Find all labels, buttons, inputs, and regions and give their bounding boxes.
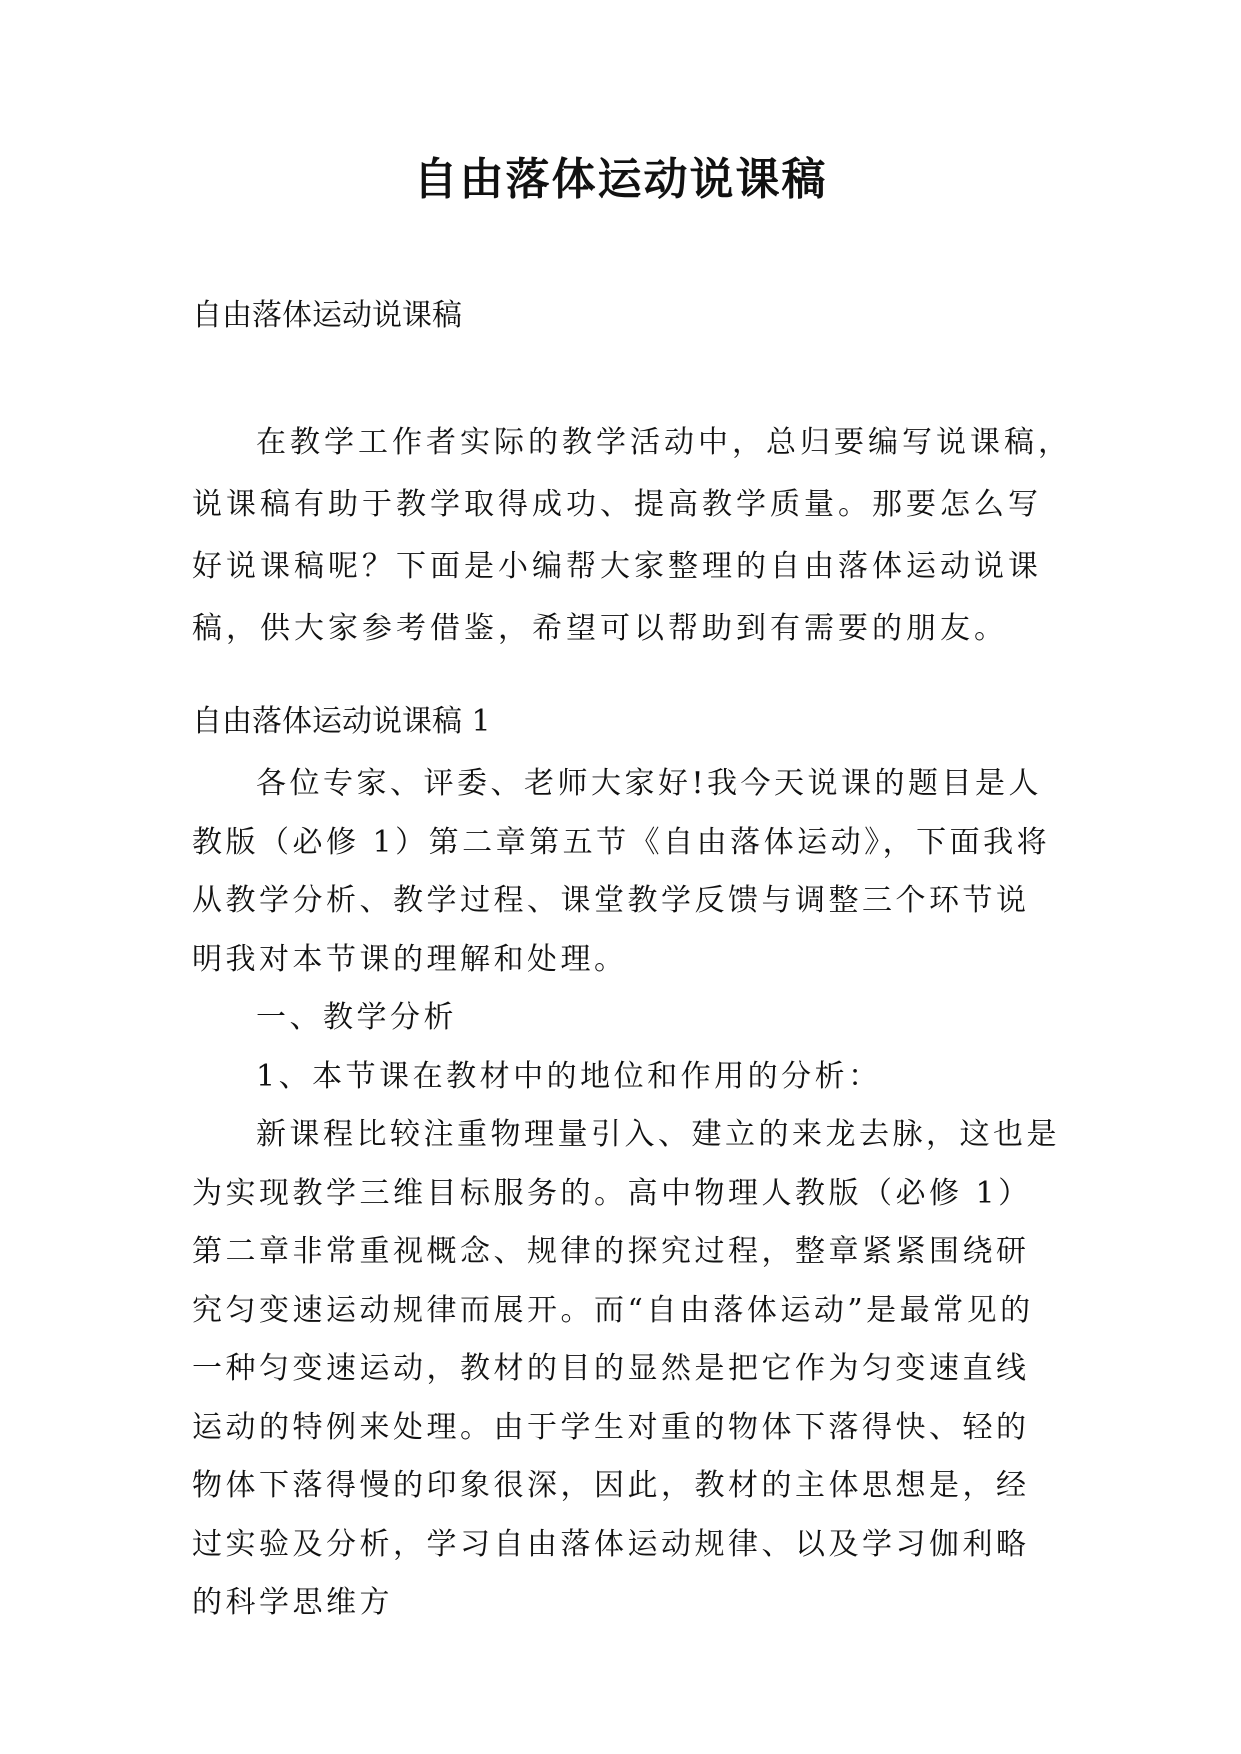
body-text bbox=[192, 755, 1060, 1633]
section-title: 自由落体运动说课稿 1 bbox=[192, 704, 491, 739]
document-subtitle: 自由落体运动说课稿 bbox=[192, 298, 462, 333]
heading-textbook-position: 1、本节课在教材中的地位和作用的分析： bbox=[256, 1058, 882, 1094]
paragraph-analysis: 新课程比较注重物理量引入、建立的来龙去脉，这也是为实现教学三维目标服务的。高中物理人教版（必修 1）第二章非常重视概念、规律的探究过程，整章紧紧围绕研究匀变速运动规律而展开。而“自由落体运动”是最常见的一种匀变速运动，教材的目的显然是把它作为匀变速直线运动的特例来处理。由于学生对重的物体下落得快、轻的物体下落得慢的印象很深，因此，教材的主体思想是，经过实验及分析，学习自由落体运动规律、以及学习伽利略的科学思维方 bbox=[192, 1117, 1060, 1620]
document-title: 自由落体运动说课稿 bbox=[413, 154, 828, 205]
heading-teaching-analysis: 一、教学分析 bbox=[256, 1000, 457, 1035]
paragraph-greeting: 各位专家、评委、老师大家好!我今天说课的题目是人教版（必修 1）第二章第五节《自由落体运动》，下面我将从教学分析、教学过程、课堂教学反馈与调整三个环节说明我对本节课的理解和处理。 bbox=[192, 766, 1051, 977]
intro-paragraph: 在教学工作者实际的教学活动中，总归要编写说课稿，说课稿有助于教学取得成功、提高教学质量。那要怎么写好说课稿呢？下面是小编帮大家整理的自由落体运动说课稿，供大家参考借鉴，希望可以帮助到有需要的朋友。 bbox=[192, 425, 1072, 646]
